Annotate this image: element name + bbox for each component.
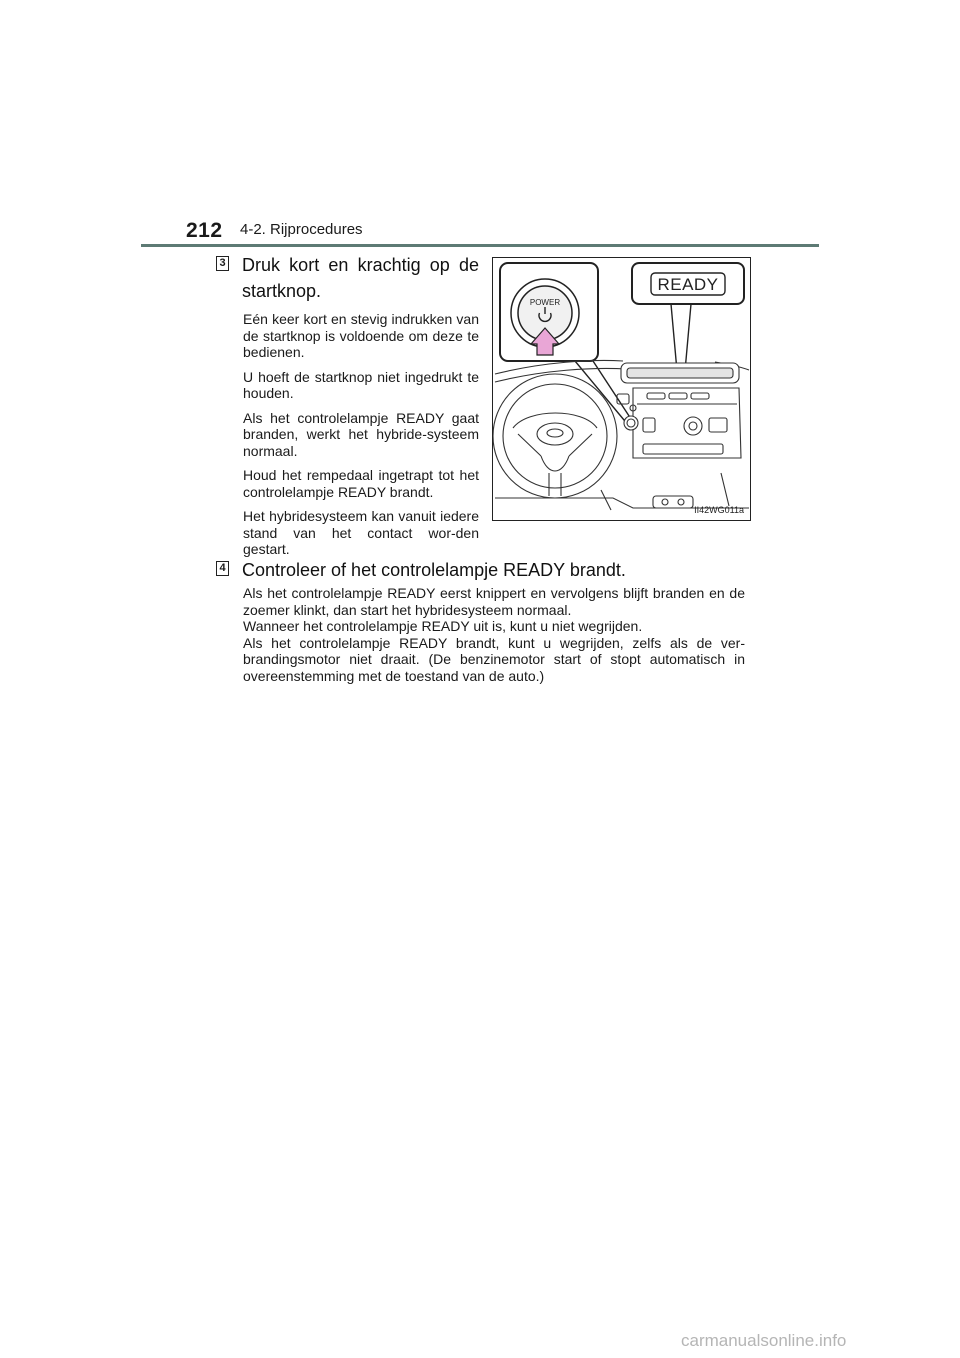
dashboard-drawing: [493, 258, 750, 520]
dashboard-illustration: [492, 257, 751, 521]
step-4-line: Als het controlelampje READY eerst knippert en vervolgens blijft branden en de zoemer klinkt, dan start het hybridesysteem normaal.: [243, 585, 745, 618]
step-4-text-block: [243, 585, 745, 684]
step-4-badge: 4: [216, 561, 229, 576]
step-4-line: Als het controlelampje READY brandt, kunt u wegrijden, zelfs als de ver-brandingsmotor niet draait. (De benzinemotor start of stopt automatisch in overeenstemming met de toestand van de auto.): [243, 634, 745, 684]
step-3-paragraph: U hoeft de startknop niet ingedrukt te houden.: [243, 368, 479, 401]
header-rule: [141, 244, 819, 247]
step-3-paragraph: Houd het rempedaal ingetrapt tot het controlelampje READY brandt.: [243, 467, 479, 500]
page-number: 212: [186, 219, 223, 242]
step-3-paragraph: Als het controlelampje READY gaat branden, werkt het hybride-systeem normaal.: [243, 409, 479, 459]
step-3-heading-line2: startknop.: [242, 281, 322, 301]
step-3-text-block: [243, 311, 479, 566]
step-4-line: Wanneer het controlelampje READY uit is, kunt u niet wegrijden.: [243, 618, 643, 634]
figure-code: II42WG011a: [694, 505, 744, 515]
step-3-paragraph: Eén keer kort en stevig indrukken van de startknop is voldoende om deze te bedienen.: [243, 311, 479, 360]
ready-indicator-label: READY: [657, 275, 719, 294]
step-3-paragraph: Het hybridesysteem kan vanuit iedere stand van het contact wor-den gestart.: [243, 508, 479, 557]
dashboard-outline: [493, 360, 749, 510]
step-3-badge: 3: [216, 256, 229, 271]
power-button-label: POWER: [529, 298, 561, 307]
step-3-heading-line1: Druk kort en krachtig op de: [242, 255, 479, 275]
section-title: 4-2. Rijprocedures: [240, 221, 363, 238]
step-4-heading: Controleer of het controlelampje READY brandt.: [242, 560, 626, 580]
footer-site-watermark: carmanualsonline.info: [681, 1331, 847, 1350]
